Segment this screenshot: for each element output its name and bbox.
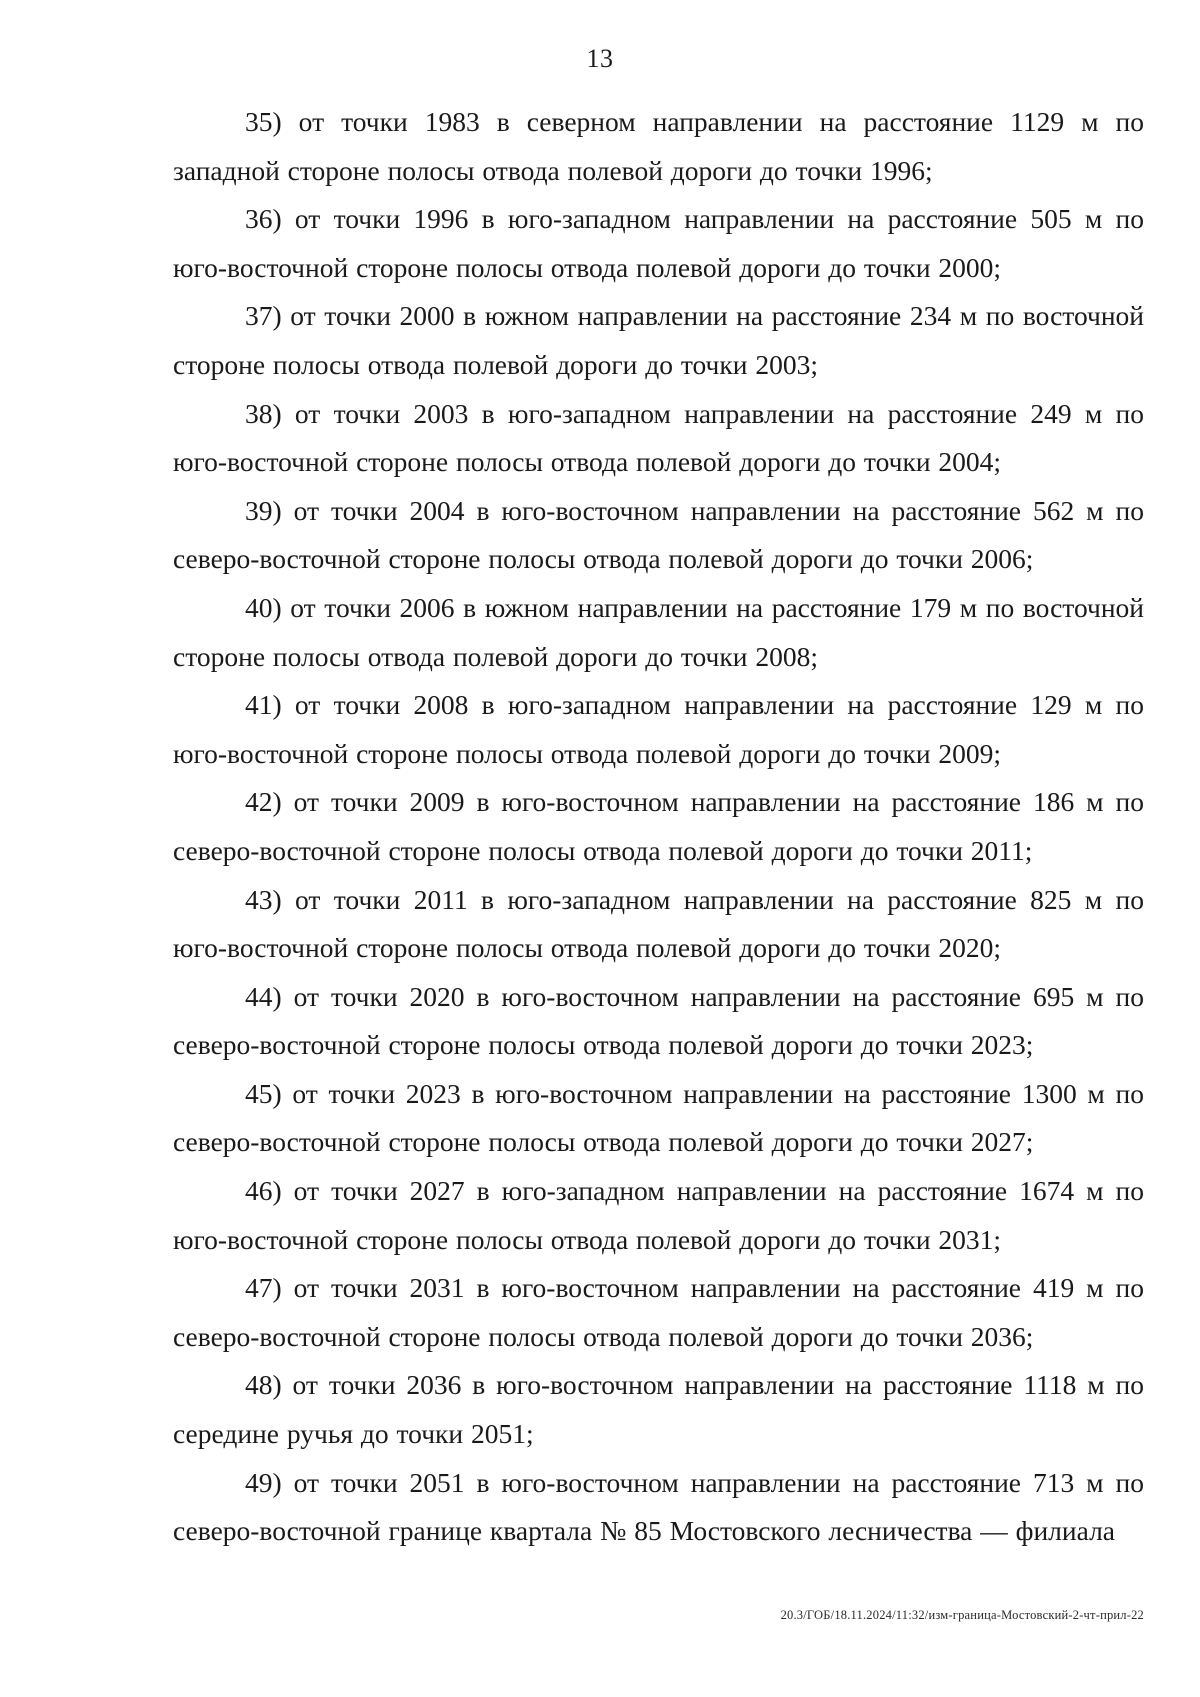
clause-44: 44) от точки 2020 в юго-восточном направлении на расстояние 695 м по северо-восточной стороне полосы отвода полевой дороги до точки 2023; — [173, 980, 1144, 1061]
clause-43: 43) от точки 2011 в юго-западном направлении на расстояние 825 м по юго-восточной стороне полосы отвода полевой дороги до точки 2020; — [173, 883, 1144, 964]
clause-36: 36) от точки 1996 в юго-западном направлении на расстояние 505 м по юго-восточной стороне полосы отвода полевой дороги до точки 2000; — [173, 203, 1144, 283]
clause-49: 49) от точки 2051 в юго-восточном направлении на расстояние 713 м по северо-восточной границе квартала № 85 Мостовского лесничества — филиала — [173, 1466, 1144, 1547]
clause-35: 35) от точки 1983 в северном направлении на расстояние 1129 м по западной стороне полосы отвода полевой дороги до точки 1996; — [173, 106, 1144, 186]
clause-48: 48) от точки 2036 в юго-восточном направлении на расстояние 1118 м по середине ручья до точки 2051; — [173, 1369, 1144, 1450]
clause-46: 46) от точки 2027 в юго-западном направлении на расстояние 1674 м по юго-восточной стороне полосы отвода полевой дороги до точки 2031; — [173, 1175, 1144, 1255]
clause-list — [173, 98, 1144, 1556]
clause-45: 45) от точки 2023 в юго-восточном направлении на расстояние 1300 м по северо-восточной стороне полосы отвода полевой дороги до точки 2027; — [173, 1077, 1144, 1158]
clause-39: 39) от точки 2004 в юго-восточном направлении на расстояние 562 м по северо-восточной стороне полосы отвода полевой дороги до точки 2006; — [173, 494, 1144, 575]
page-number: 13 — [586, 44, 614, 73]
clause-41: 41) от точки 2008 в юго-западном направлении на расстояние 129 м по юго-восточной стороне полосы отвода полевой дороги до точки 2009; — [173, 689, 1144, 769]
clause-40: 40) от точки 2006 в южном направлении на расстояние 179 м по восточной стороне полосы отвода полевой дороги до точки 2008; — [173, 591, 1144, 672]
clause-42: 42) от точки 2009 в юго-восточном направлении на расстояние 186 м по северо-восточной стороне полосы отвода полевой дороги до точки 2011; — [173, 786, 1144, 866]
clause-47: 47) от точки 2031 в юго-восточном направлении на расстояние 419 м по северо-восточной стороне полосы отвода полевой дороги до точки 2036; — [173, 1272, 1144, 1352]
clause-38: 38) от точки 2003 в юго-западном направлении на расстояние 249 м по юго-восточной стороне полосы отвода полевой дороги до точки 2004; — [173, 397, 1144, 478]
clause-37: 37) от точки 2000 в южном направлении на расстояние 234 м по восточной стороне полосы отвода полевой дороги до точки 2003; — [173, 300, 1144, 380]
document-footer-code: 20.3/ГОБ/18.11.2024/11:32/изм-граница-Мостовский-2-чт-прил-22 — [780, 1608, 1144, 1622]
